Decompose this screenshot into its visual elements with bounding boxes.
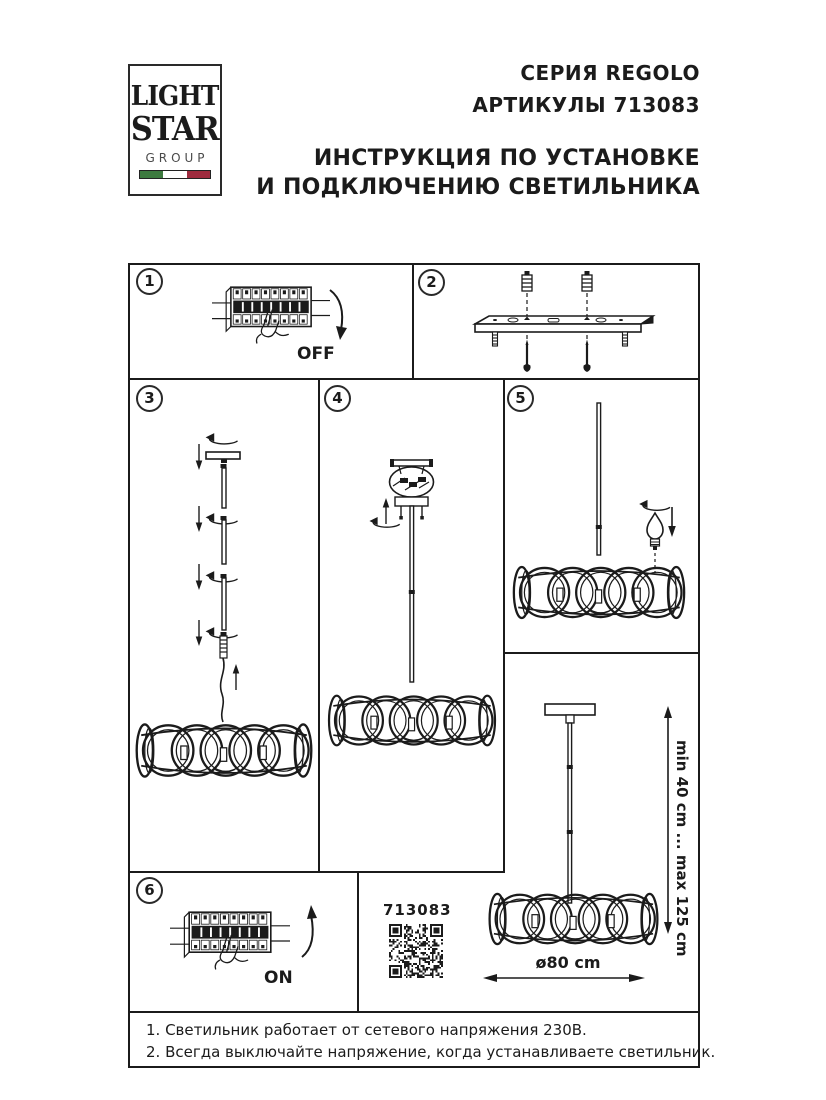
- qr-article-number: 713083: [383, 901, 452, 919]
- diameter-label: ø80 cm: [535, 953, 601, 972]
- panel-divider-6-qr: [357, 871, 359, 1013]
- instruction-title-line2: И ПОДКЛЮЧЕНИЮ СВЕТИЛЬНИКА: [256, 175, 700, 200]
- bulb-install-illustration: [506, 395, 698, 650]
- flag-red: [187, 171, 210, 178]
- mounting-strap-illustration: [455, 268, 670, 376]
- note-1: 1. Светильник работает от сетевого напряжения 230В.: [146, 1021, 587, 1039]
- note-2: 2. Всегда выключайте напряжение, когда устанавливаете светильник.: [146, 1043, 716, 1061]
- flag-white: [163, 171, 186, 178]
- panel-divider-3-4: [318, 378, 320, 873]
- on-label: ON: [264, 968, 293, 988]
- notes-divider: [128, 1011, 700, 1013]
- breaker-on-illustration: [162, 893, 352, 1005]
- rod-assembly-illustration: [130, 420, 317, 870]
- logo-text-star: STAR: [131, 109, 219, 148]
- step-2-badge: 2: [418, 269, 445, 296]
- logo-text-light: LIGHT: [131, 81, 219, 112]
- off-label: OFF: [297, 344, 335, 364]
- article-number-title: АРТИКУЛЫ 713083: [472, 93, 700, 117]
- italian-flag-bar: [139, 170, 211, 179]
- series-title: СЕРИЯ REGOLO: [520, 61, 700, 85]
- instruction-title-line1: ИНСТРУКЦИЯ ПО УСТАНОВКЕ: [313, 146, 700, 171]
- step-4-badge: 4: [324, 385, 351, 412]
- flag-green: [140, 171, 163, 178]
- panel-divider-row1: [128, 378, 700, 380]
- step-3-badge: 3: [136, 385, 163, 412]
- logo-text-group: GROUP: [145, 151, 209, 165]
- step-1-badge: 1: [136, 268, 163, 295]
- step-6-badge: 6: [136, 877, 163, 904]
- panel-divider-5-dim: [503, 652, 700, 654]
- lightstar-logo: [128, 64, 222, 196]
- step-5-badge: 5: [507, 385, 534, 412]
- height-range-label: min 40 cm ... max 125 cm: [673, 740, 691, 957]
